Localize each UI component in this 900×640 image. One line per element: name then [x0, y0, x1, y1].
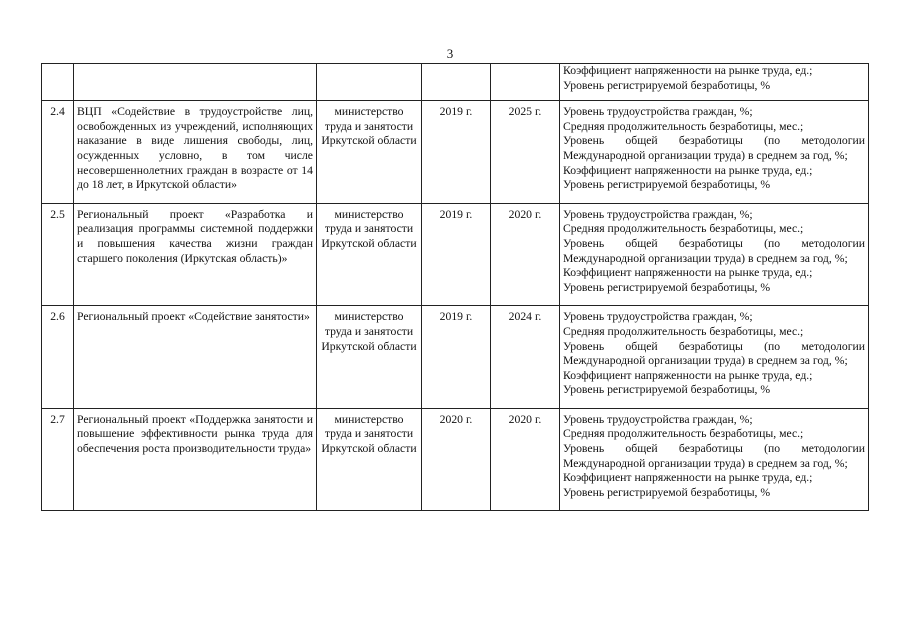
- indicator-line: Уровень трудоустройства граждан, %;: [563, 207, 753, 221]
- start-year-cell: 2019 г.: [422, 101, 491, 204]
- start-year-cell: 2019 г.: [422, 203, 491, 306]
- indicator-line: Уровень трудоустройства граждан, %;: [563, 412, 753, 426]
- start-year-cell: 2019 г.: [422, 306, 491, 409]
- executor-cell: [317, 64, 422, 101]
- indicators-cell: [560, 101, 869, 204]
- indicator-line: Средняя продолжительность безработицы, мес.;: [563, 119, 804, 133]
- indicator-line: Уровень общей безработицы (по методологии Международной организации труда) в среднем за год, %;: [563, 339, 865, 368]
- start-year-cell: [422, 64, 491, 101]
- program-table-body: [42, 64, 869, 511]
- indicator-line: Уровень регистрируемой безработицы, %: [563, 280, 771, 294]
- indicators-cell: [560, 408, 869, 511]
- activity-name-cell: Региональный проект «Поддержка занятости и повышение эффективности рынка труда для обеспечения роста производительности труда»: [74, 408, 317, 511]
- indicator-line: Средняя продолжительность безработицы, мес.;: [563, 427, 804, 441]
- row-number-cell: 2.6: [42, 306, 74, 409]
- activity-name-cell: ВЦП «Содействие в трудоустройстве лиц, освобожденных из учреждений, исполняющих наказание в виде лишения свободы, лиц, осужденных условно, в том числе несовершеннолетних граждан в возрасте от 14 до 18 лет, в Иркутской области»: [74, 101, 317, 204]
- indicator-line: Коэффициент напряженности на рынке труда, ед.;: [563, 266, 813, 280]
- table-row: [42, 306, 869, 409]
- indicator-line: Коэффициент напряженности на рынке труда, ед.;: [563, 163, 813, 177]
- indicator-line: Коэффициент напряженности на рынке труда, ед.;: [563, 64, 813, 77]
- table-row: [42, 203, 869, 306]
- indicators-cell: [560, 64, 869, 101]
- indicator-line: Уровень регистрируемой безработицы, %: [563, 383, 771, 397]
- table-row: [42, 101, 869, 204]
- end-year-cell: 2020 г.: [491, 408, 560, 511]
- executor-cell: министерство труда и занятости Иркутской области: [317, 203, 422, 306]
- indicator-line: Коэффициент напряженности на рынке труда, ед.;: [563, 368, 813, 382]
- indicator-line: Средняя продолжительность безработицы, мес.;: [563, 222, 804, 236]
- indicators-cell: [560, 203, 869, 306]
- activity-name-cell: Региональный проект «Содействие занятости»: [74, 306, 317, 409]
- indicator-line: Средняя продолжительность безработицы, мес.;: [563, 324, 804, 338]
- program-table: [41, 63, 869, 511]
- end-year-cell: 2025 г.: [491, 101, 560, 204]
- table-row-continued: [42, 64, 869, 101]
- indicator-line: Уровень регистрируемой безработицы, %: [563, 485, 771, 499]
- executor-cell: министерство труда и занятости Иркутской области: [317, 101, 422, 204]
- end-year-cell: 2020 г.: [491, 203, 560, 306]
- executor-cell: министерство труда и занятости Иркутской области: [317, 408, 422, 511]
- indicator-line: Коэффициент напряженности на рынке труда, ед.;: [563, 471, 813, 485]
- activity-name-cell: [74, 64, 317, 101]
- indicator-line: Уровень трудоустройства граждан, %;: [563, 310, 753, 324]
- indicator-line: Уровень трудоустройства граждан, %;: [563, 105, 753, 119]
- row-number-cell: 2.7: [42, 408, 74, 511]
- table-row: [42, 408, 869, 511]
- row-number-cell: [42, 64, 74, 101]
- indicator-line: Уровень общей безработицы (по методологии Международной организации труда) в среднем за год, %;: [563, 442, 865, 470]
- executor-cell: министерство труда и занятости Иркутской области: [317, 306, 422, 409]
- end-year-cell: 2024 г.: [491, 306, 560, 409]
- indicator-line: Уровень общей безработицы (по методологии Международной организации труда) в среднем за год, %;: [563, 134, 865, 162]
- row-number-cell: 2.5: [42, 203, 74, 306]
- indicator-line: Уровень регистрируемой безработицы, %: [563, 178, 771, 192]
- end-year-cell: [491, 64, 560, 101]
- page-number: 3: [446, 46, 454, 61]
- indicators-cell: [560, 306, 869, 409]
- activity-name-cell: Региональный проект «Разработка и реализация программы системной поддержки и повышения качества жизни граждан старшего поколения (Иркутская область)»: [74, 203, 317, 306]
- indicator-line: Уровень общей безработицы (по методологии Международной организации труда) в среднем за год, %;: [563, 236, 865, 265]
- start-year-cell: 2020 г.: [422, 408, 491, 511]
- indicator-line: Уровень регистрируемой безработицы, %: [563, 78, 771, 92]
- row-number-cell: 2.4: [42, 101, 74, 204]
